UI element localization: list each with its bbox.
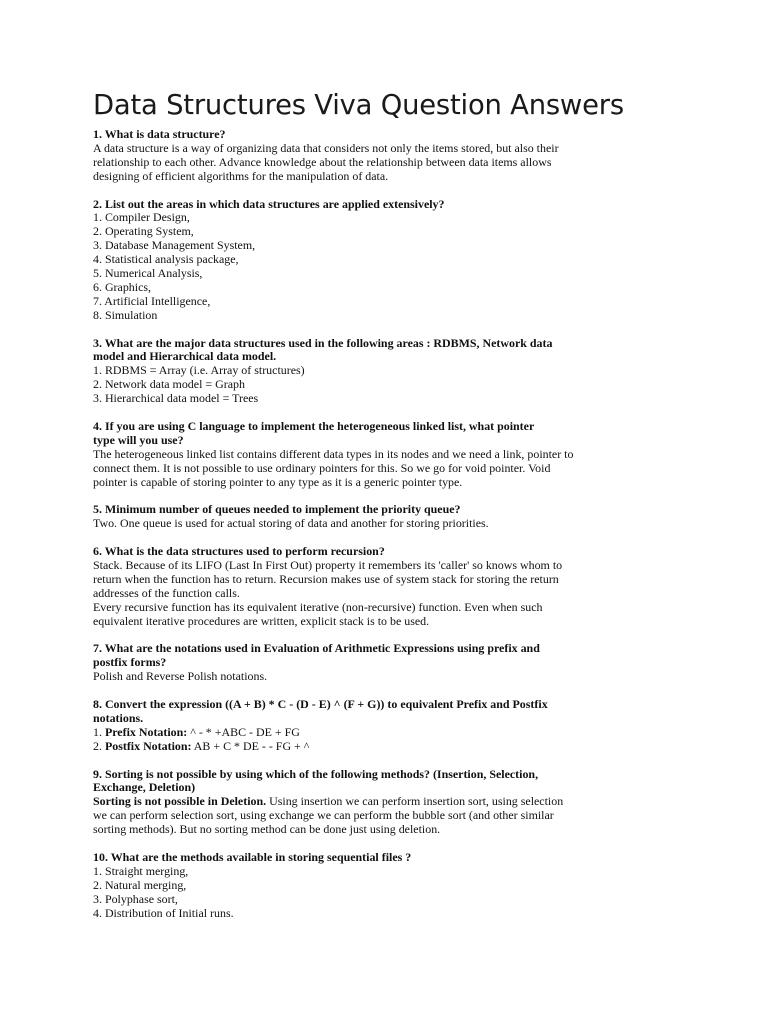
postfix-label: Postfix Notation:: [104, 738, 192, 753]
answer-line: pointer is capable of storing pointer to any type as it is a generic pointer type.: [93, 474, 463, 489]
question-9-line: Exchange, Deletion): [93, 780, 196, 795]
qa-block-4: [93, 420, 633, 490]
postfix-value: AB + C * DE - - FG + ^: [191, 738, 310, 753]
answer-line: connect them. It is not possible to use ordinary pointers for this. So we go for void pointer. Void: [93, 460, 551, 475]
list-item: 2. Operating System,: [93, 224, 194, 239]
question-4-line: 4. If you are using C language to implement the heterogeneous linked list, what pointer: [93, 418, 535, 433]
qa-block-7: [93, 642, 633, 684]
qa-block-5: [93, 503, 633, 531]
list-item: 1. Compiler Design,: [93, 210, 190, 225]
answer-line: Every recursive function has its equivalent iterative (non-recursive) function. Even when such: [93, 599, 543, 614]
list-item: 6. Graphics,: [93, 279, 152, 294]
document-page: [93, 86, 633, 934]
answer-emphasis: Sorting is not possible in Deletion.: [93, 794, 267, 809]
qa-block-9: [93, 768, 633, 838]
prefix-notation-line: [93, 726, 633, 740]
answer-line: Two. One queue is used for actual storing of data and another for storing priorities.: [93, 516, 489, 531]
question-3-line: model and Hierarchical data model.: [93, 349, 277, 364]
question-8-line: notations.: [93, 710, 144, 725]
question-5: 5. Minimum number of queues needed to implement the priority queue?: [93, 502, 461, 517]
qa-block-2: [93, 198, 633, 323]
list-item: 5. Numerical Analysis,: [93, 266, 203, 281]
document-body: [93, 128, 633, 921]
question-4-line: type will you use?: [93, 432, 184, 447]
answer-line: Stack. Because of its LIFO (Last In First Out) property it remembers its 'caller' so knows whom to: [93, 558, 563, 573]
qa-block-10: [93, 851, 633, 921]
list-item: 1. Straight merging,: [93, 863, 189, 878]
question-1: 1. What is data structure?: [93, 127, 226, 141]
list-item: 1. RDBMS = Array (i.e. Array of structures): [93, 363, 305, 378]
list-item: 3. Hierarchical data model = Trees: [93, 391, 259, 406]
answer-line: equivalent iterative procedures are written, explicit stack is to be used.: [93, 613, 430, 628]
answer-line: we can perform selection sort, using exchange we can perform the bubble sort (and other similar: [93, 808, 554, 823]
list-item: 2. Network data model = Graph: [93, 377, 245, 392]
question-6: 6. What is the data structures used to perform recursion?: [93, 544, 385, 559]
list-item: 8. Simulation: [93, 307, 158, 322]
list-item: 3. Database Management System,: [93, 238, 256, 253]
list-item: 4. Statistical analysis package,: [93, 252, 239, 267]
list-item: 2. Natural merging,: [93, 877, 187, 892]
question-9-line: 9. Sorting is not possible by using which of the following methods? (Insertion, Selection,: [93, 766, 539, 781]
qa-block-6: [93, 545, 633, 628]
answer-line: addresses of the function calls.: [93, 585, 240, 600]
answer-text: Using insertion we can perform insertion sort, using selection: [266, 794, 564, 809]
prefix-value: ^ - * +ABC - DE + FG: [187, 724, 300, 739]
list-number: 1.: [93, 724, 105, 739]
answer-line: Polish and Reverse Polish notations.: [93, 669, 268, 684]
document-title: Data Structures Viva Question Answers: [93, 90, 624, 121]
qa-block-1: [93, 128, 633, 184]
question-2: 2. List out the areas in which data structures are applied extensively?: [93, 196, 445, 211]
question-8-line: 8. Convert the expression ((A + B) * C - (D - E) ^ (F + G)) to equivalent Prefix and Postfix: [93, 697, 548, 712]
postfix-notation-line: [93, 740, 633, 754]
answer-line: [93, 795, 633, 809]
answer-line: A data structure is a way of organizing data that considers not only the items stored, but also their: [93, 140, 559, 155]
list-item: 7. Artificial Intelligence,: [93, 293, 211, 308]
question-10: 10. What are the methods available in storing sequential files ?: [93, 849, 412, 864]
list-item: 3. Polyphase sort,: [93, 891, 178, 906]
prefix-label: Prefix Notation:: [104, 724, 188, 739]
answer-line: relationship to each other. Advance knowledge about the relationship between data items allows: [93, 154, 552, 169]
answer-line: designing of efficient algorithms for the manipulation of data.: [93, 168, 389, 183]
qa-block-3: [93, 337, 633, 407]
list-number: 2.: [93, 738, 105, 753]
question-7-line: postfix forms?: [93, 655, 167, 670]
question-3-line: 3. What are the major data structures used in the following areas : RDBMS, Network data: [93, 335, 553, 350]
question-7-line: 7. What are the notations used in Evaluation of Arithmetic Expressions using prefix and: [93, 641, 540, 656]
answer-line: The heterogeneous linked list contains different data types in its nodes and we need a link, pointer to: [93, 446, 574, 461]
answer-line: sorting methods). But no sorting method can be done just using deletion.: [93, 822, 441, 837]
list-item: 4. Distribution of Initial runs.: [93, 905, 234, 920]
answer-line: return when the function has to return. Recursion makes use of system stack for storing the return: [93, 571, 559, 586]
qa-block-8: [93, 698, 633, 754]
